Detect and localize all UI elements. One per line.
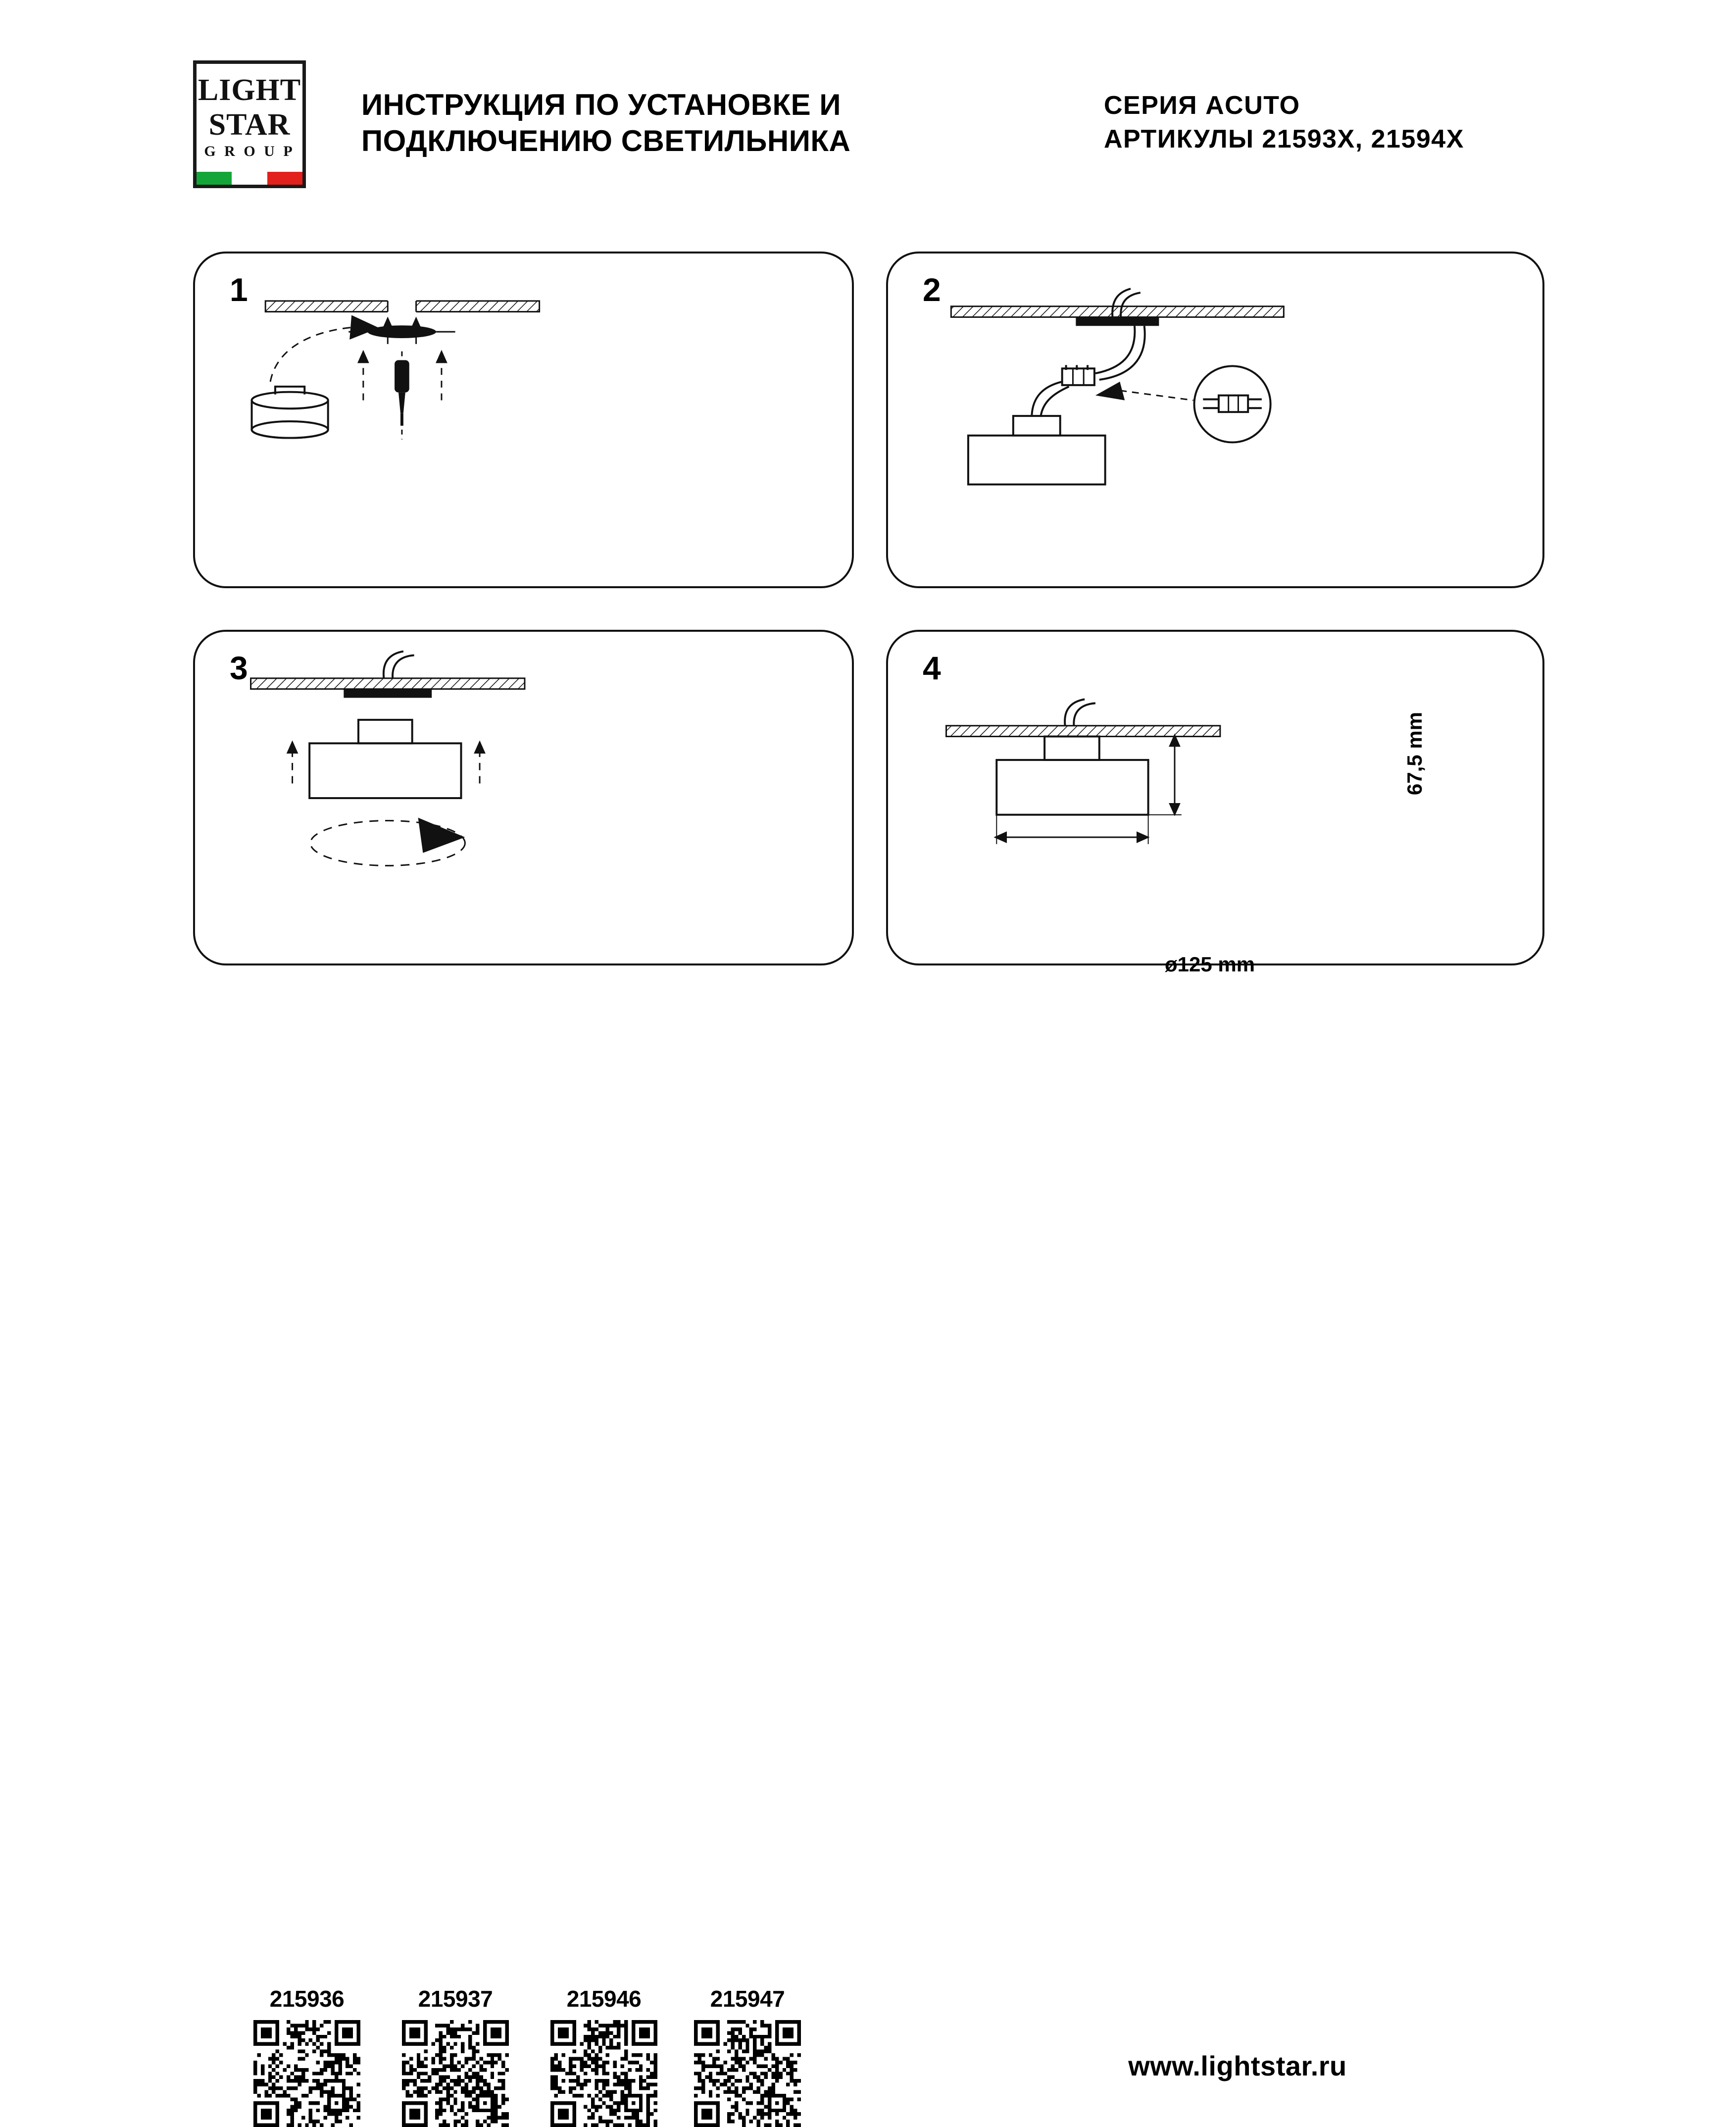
qr-item-1[interactable] — [396, 1985, 515, 2127]
step-2-illustration — [888, 253, 1542, 586]
product-series-block — [1104, 89, 1624, 156]
step-3-illustration — [195, 632, 852, 963]
document-title — [361, 87, 1104, 159]
step-number-2: 2 — [923, 271, 941, 308]
qr-label-3: 215947 — [710, 1986, 785, 2012]
title-line-2: ПОДКЛЮЧЕНИЮ СВЕТИЛЬНИКА — [361, 124, 851, 158]
page-footer — [0, 985, 1736, 2081]
qr-code-1[interactable] — [402, 2020, 509, 2127]
qr-label-1: 215937 — [418, 1986, 493, 2012]
step-panel-2 — [886, 252, 1544, 588]
italian-flag-icon — [197, 172, 302, 185]
step-number-3: 3 — [230, 650, 248, 686]
qr-item-3[interactable] — [688, 1985, 807, 2127]
qr-item-2[interactable] — [545, 1985, 663, 2127]
step-4-illustration — [888, 632, 1542, 963]
website-url[interactable]: www.lightstar.ru — [1128, 2050, 1347, 2081]
dimension-diameter-label: ø125 mm — [1164, 953, 1255, 976]
page-header — [0, 0, 1736, 233]
dimension-height-label: 67,5 mm — [1403, 711, 1426, 795]
qr-code-2[interactable] — [550, 2020, 657, 2127]
step-number-4: 4 — [923, 650, 941, 686]
brand-logo — [193, 60, 306, 188]
step-panel-1 — [193, 252, 854, 588]
article-numbers: АРТИКУЛЫ 21593X, 21594X — [1104, 124, 1464, 153]
qr-label-2: 215946 — [566, 1986, 642, 2012]
step-panel-3 — [193, 630, 854, 965]
step-panel-4 — [886, 630, 1544, 976]
series-name: СЕРИЯ ACUTO — [1104, 91, 1300, 120]
logo-text-star: STAR — [208, 108, 291, 142]
title-line-1: ИНСТРУКЦИЯ ПО УСТАНОВКЕ И — [361, 88, 841, 121]
step-number-1: 1 — [230, 271, 248, 308]
qr-code-0[interactable] — [253, 2020, 360, 2127]
logo-text-group: G R O U P — [204, 143, 295, 159]
qr-label-0: 215936 — [269, 1986, 345, 2012]
qr-item-0[interactable] — [248, 1985, 366, 2127]
logo-text-light: LIGHT — [198, 73, 301, 107]
qr-code-3[interactable] — [694, 2020, 801, 2127]
step-1-illustration — [195, 253, 852, 586]
